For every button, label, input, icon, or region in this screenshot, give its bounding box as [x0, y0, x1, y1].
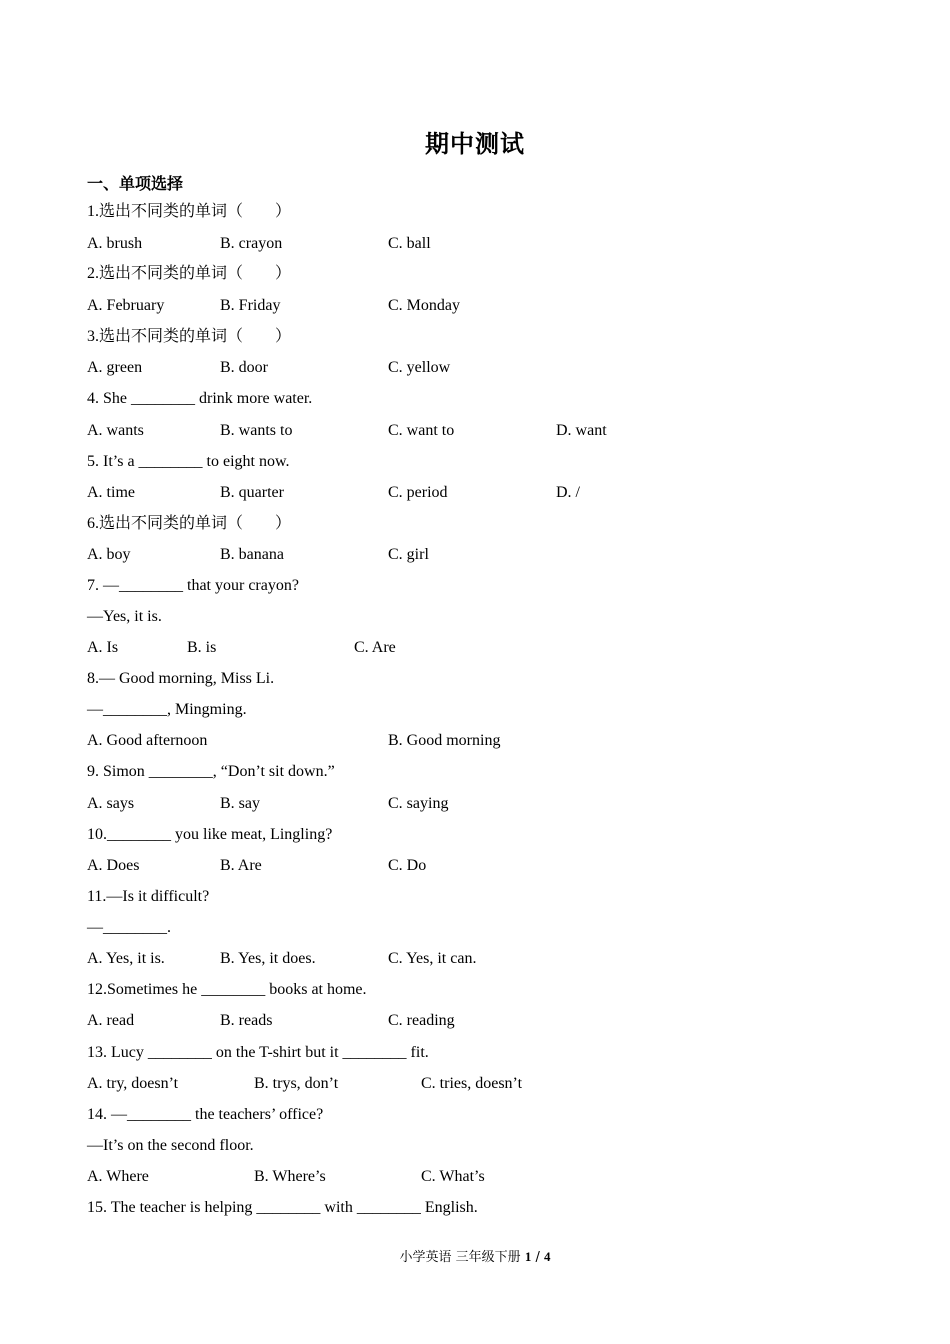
question-10-option-a: A. Does — [87, 857, 140, 874]
question-10-option-c: C. Do — [388, 857, 427, 874]
question-1-option-b: B. crayon — [220, 235, 283, 252]
question-2-option-a: A. February — [87, 297, 165, 314]
question-4-option-a: A. wants — [87, 422, 144, 439]
question-5-stem: 5. It’s a ________ to eight now. — [87, 453, 290, 470]
footer-page-number: 1 — [524, 1249, 532, 1264]
question-3-option-c: C. yellow — [388, 359, 451, 376]
question-9-option-c: C. saying — [388, 795, 449, 812]
question-1-option-a: A. brush — [87, 235, 143, 252]
question-14-reply: —It’s on the second floor. — [87, 1137, 254, 1154]
footer-page-total: 4 — [543, 1249, 551, 1264]
question-4-option-d: D. want — [556, 422, 607, 439]
question-10-option-b: B. Are — [220, 857, 262, 874]
question-12-option-c: C. reading — [388, 1012, 455, 1029]
question-1-stem: 1.选出不同类的单词（ ） — [87, 203, 292, 220]
question-9-option-a: A. says — [87, 795, 135, 812]
question-3-option-a: A. green — [87, 359, 143, 376]
question-13-option-c: C. tries, doesn’t — [421, 1075, 523, 1092]
question-7-reply: —Yes, it is. — [87, 608, 162, 625]
question-15-stem: 15. The teacher is helping ________ with ________ English. — [87, 1199, 478, 1216]
question-9-option-b: B. say — [220, 795, 260, 812]
question-4-stem: 4. She ________ drink more water. — [87, 390, 313, 407]
question-7-option-b: B. is — [187, 639, 217, 656]
question-3-stem: 3.选出不同类的单词（ ） — [87, 328, 292, 345]
question-3-option-b: B. door — [220, 359, 268, 376]
question-11-option-c: C. Yes, it can. — [388, 950, 477, 967]
question-9-stem: 9. Simon ________, “Don’t sit down.” — [87, 763, 335, 780]
question-12-stem: 12.Sometimes he ________ books at home. — [87, 981, 367, 998]
question-2-stem: 2.选出不同类的单词（ ） — [87, 265, 292, 282]
question-6-option-c: C. girl — [388, 546, 429, 563]
question-7-option-a: A. Is — [87, 639, 119, 656]
question-8-stem: 8.— Good morning, Miss Li. — [87, 670, 275, 687]
question-4-option-c: C. want to — [388, 422, 455, 439]
question-12-option-a: A. read — [87, 1012, 135, 1029]
footer-separator: / — [531, 1250, 544, 1265]
question-8-option-a: A. Good afternoon — [87, 732, 208, 749]
question-8-option-b: B. Good morning — [388, 732, 501, 749]
question-14-option-b: B. Where’s — [254, 1168, 326, 1185]
question-13-option-a: A. try, doesn’t — [87, 1075, 179, 1092]
question-10-stem: 10.________ you like meat, Lingling? — [87, 826, 333, 843]
question-7-stem: 7. —________ that your crayon? — [87, 577, 299, 594]
question-8-reply: —________, Mingming. — [87, 701, 247, 718]
question-13-option-b: B. trys, don’t — [254, 1075, 339, 1092]
question-6-option-b: B. banana — [220, 546, 284, 563]
question-5-option-c: C. period — [388, 484, 448, 501]
question-7-option-c: C. Are — [354, 639, 396, 656]
question-14-option-c: C. What’s — [421, 1168, 485, 1185]
question-5-option-b: B. quarter — [220, 484, 284, 501]
question-11-reply: —________. — [87, 919, 171, 936]
question-2-option-c: C. Monday — [388, 297, 460, 314]
question-11-option-b: B. Yes, it does. — [220, 950, 316, 967]
question-5-option-d: D. / — [556, 484, 580, 501]
question-6-stem: 6.选出不同类的单词（ ） — [87, 515, 292, 532]
page-footer — [0, 1246, 950, 1265]
question-5-option-a: A. time — [87, 484, 135, 501]
question-14-option-a: A. Where — [87, 1168, 149, 1185]
question-2-option-b: B. Friday — [220, 297, 281, 314]
section-heading: 一、单项选择 — [87, 174, 184, 193]
question-11-stem: 11.—Is it difficult? — [87, 888, 210, 905]
page-title: 期中测试 — [425, 130, 525, 158]
question-14-stem: 14. —________ the teachers’ office? — [87, 1106, 324, 1123]
question-13-stem: 13. Lucy ________ on the T-shirt but it ________ fit. — [87, 1044, 429, 1061]
question-12-option-b: B. reads — [220, 1012, 273, 1029]
question-6-option-a: A. boy — [87, 546, 131, 563]
question-11-option-a: A. Yes, it is. — [87, 950, 165, 967]
footer-subject: 小学英语 三年级下册 — [399, 1250, 521, 1265]
question-4-option-b: B. wants to — [220, 422, 293, 439]
question-1-option-c: C. ball — [388, 235, 431, 252]
